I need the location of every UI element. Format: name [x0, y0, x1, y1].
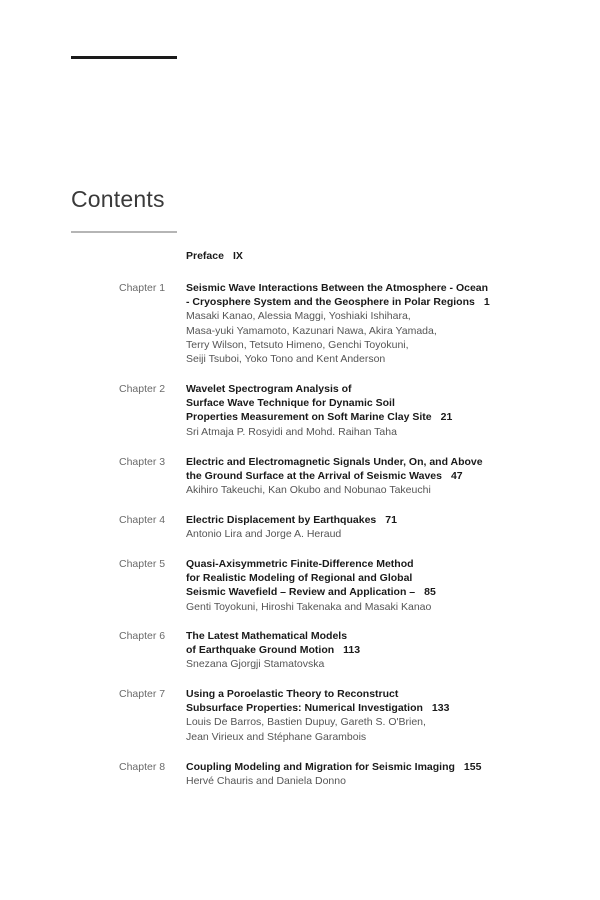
chapter-title-text: The Latest Mathematical Models — [186, 630, 348, 642]
chapter-authors-line: Akihiro Takeuchi, Kan Okubo and Nobunao Takeuchi — [186, 484, 431, 497]
chapter-title-line — [186, 410, 536, 424]
chapter-title-text: for Realistic Modeling of Regional and Global — [186, 572, 413, 585]
chapter-authors-line: Seiji Tsuboi, Yoko Tono and Kent Anderson — [186, 353, 386, 366]
chapter-title-line — [186, 469, 536, 483]
chapter-page-number: 47 — [450, 470, 463, 483]
chapter-authors-line: Terry Wilson, Tetsuto Himeno, Genchi Toyokuni, — [186, 338, 409, 351]
chapter-body — [186, 760, 536, 788]
chapter-page-number: 85 — [424, 586, 436, 599]
chapter-title-line — [186, 585, 536, 599]
chapter-title-line — [186, 557, 536, 571]
chapter-title-line — [186, 281, 536, 295]
chapter-number-label: Chapter 4 — [119, 514, 166, 526]
chapter-title-line — [186, 382, 536, 396]
chapter-title-line — [186, 687, 536, 701]
preface-label: Preface — [186, 250, 224, 262]
chapter-page-number: 21 — [440, 411, 453, 424]
chapter-title-text: Coupling Modeling and Migration for Seismic Imaging — [186, 761, 455, 773]
chapter-title-text: of Earthquake Ground Motion — [186, 644, 335, 657]
chapter-title-line — [186, 760, 536, 774]
chapter-title-text: Seismic Wavefield – Review and Application – — [186, 586, 416, 599]
chapter-title-text: Surface Wave Technique for Dynamic Soil — [186, 397, 395, 410]
preface-entry[interactable] — [186, 250, 243, 262]
chapter-title-text: the Ground Surface at the Arrival of Seismic Waves — [186, 470, 442, 483]
chapter-number-label: Chapter 1 — [119, 282, 166, 294]
chapter-title-line — [186, 643, 536, 657]
chapter-title-text: Wavelet Spectrogram Analysis of — [186, 383, 352, 395]
top-decorative-rule — [71, 56, 177, 59]
chapter-page-number: 133 — [431, 702, 450, 715]
chapter-title-line — [186, 513, 536, 527]
chapter-number-label: Chapter 6 — [119, 630, 166, 642]
chapter-authors-line: Masa-yuki Yamamoto, Kazunari Nawa, Akira Yamada, — [186, 324, 437, 337]
chapter-page-number: 71 — [385, 514, 397, 526]
chapter-authors-line: Sri Atmaja P. Rosyidi and Mohd. Raihan Taha — [186, 425, 397, 438]
chapter-authors-line: Jean Virieux and Stéphane Garambois — [186, 730, 367, 743]
chapter-authors-line: Antonio Lira and Jorge A. Heraud — [186, 528, 342, 541]
chapter-authors-line: Masaki Kanao, Alessia Maggi, Yoshiaki Ishihara, — [186, 310, 411, 323]
chapter-title-line — [186, 571, 536, 585]
chapter-authors-line: Louis De Barros, Bastien Dupuy, Gareth S. O'Brien, — [186, 716, 426, 729]
chapter-title-line — [186, 701, 536, 715]
chapter-number-label: Chapter 2 — [119, 383, 166, 395]
chapter-title-text: Electric and Electromagnetic Signals Under, On, and Above — [186, 456, 483, 468]
chapter-body — [186, 281, 536, 366]
chapter-title-text: Seismic Wave Interactions Between the Atmosphere - Ocean — [186, 282, 489, 294]
chapter-body — [186, 629, 536, 672]
chapter-title-text: Using a Poroelastic Theory to Reconstruct — [186, 688, 399, 700]
chapter-body — [186, 455, 536, 498]
chapter-number-label: Chapter 3 — [119, 456, 166, 468]
chapter-page-number: 113 — [343, 644, 361, 657]
chapter-title-text: - Cryosphere System and the Geosphere in Polar Regions — [186, 296, 475, 309]
contents-heading: Contents — [71, 186, 165, 212]
chapter-title-text: Electric Displacement by Earthquakes — [186, 514, 377, 526]
chapter-body — [186, 557, 536, 614]
chapter-title-line — [186, 455, 536, 469]
chapter-title-line — [186, 629, 536, 643]
chapter-authors-line: Hervé Chauris and Daniela Donno — [186, 775, 346, 788]
chapter-body — [186, 513, 536, 541]
chapter-body — [186, 687, 536, 744]
chapter-page-number: 1 — [483, 296, 490, 309]
heading-underline-rule — [71, 231, 177, 233]
chapter-title-line — [186, 396, 536, 410]
chapter-authors-line: Genti Toyokuni, Hiroshi Takenaka and Masaki Kanao — [186, 600, 432, 613]
chapter-authors-line: Snezana Gjorgji Stamatovska — [186, 658, 325, 671]
chapter-number-label: Chapter 8 — [119, 761, 166, 773]
chapter-body — [186, 382, 536, 439]
chapter-title-text: Quasi-Axisymmetric Finite-Difference Method — [186, 558, 414, 570]
chapter-title-line — [186, 295, 536, 309]
chapter-number-label: Chapter 5 — [119, 558, 166, 570]
chapter-number-label: Chapter 7 — [119, 688, 166, 700]
chapter-page-number: 155 — [463, 761, 482, 773]
chapter-title-text: Subsurface Properties: Numerical Investigation — [186, 702, 423, 715]
preface-page-number: IX — [232, 250, 243, 262]
chapter-title-text: Properties Measurement on Soft Marine Clay Site — [186, 411, 432, 424]
